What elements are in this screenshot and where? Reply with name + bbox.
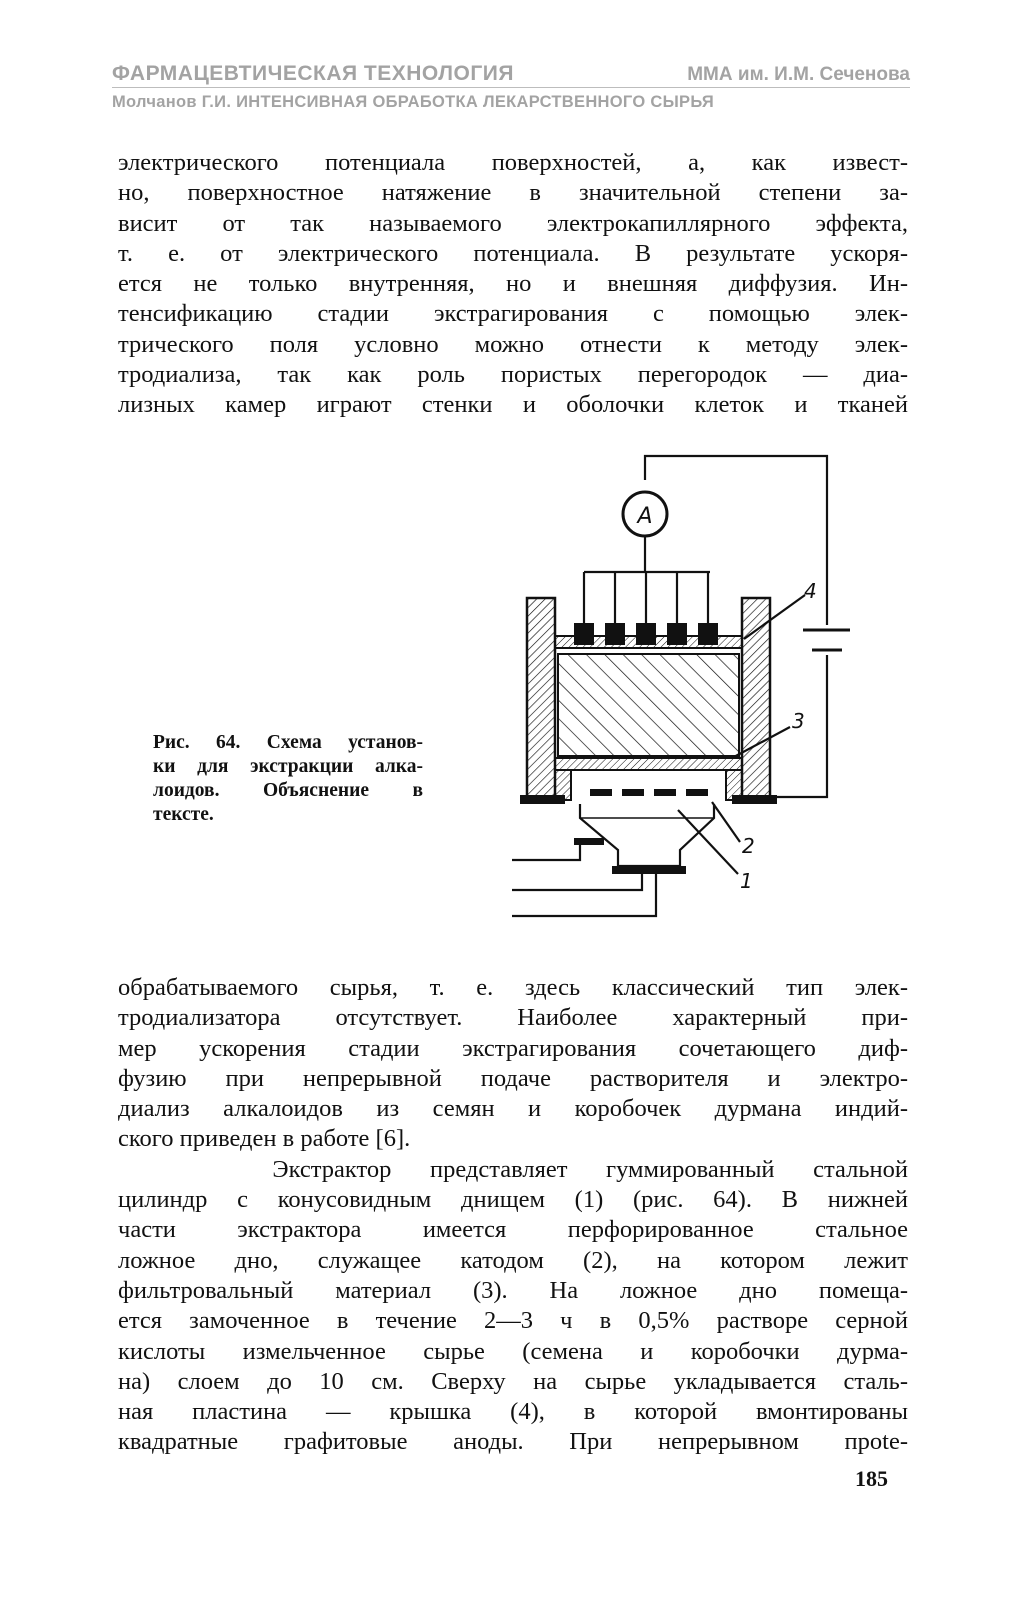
leader-2 [712,802,740,842]
text-line: т. е. от электрического потенциала. В результате ускоря- [118,239,908,267]
text-line: части экстрактора имеется перфорированное стальное [118,1216,908,1244]
page-number: 185 [855,1466,888,1491]
text-line: диализ алкалоидов из семян и коробочек дурмана индий- [118,1095,908,1123]
text-line: фильтровальный материал (3). На ложное дно помеща- [118,1276,908,1304]
text-line: электрического потенциала поверхностей, а, как извест- [118,149,908,176]
figure-caption [153,731,423,827]
label-3: 3 [792,709,805,733]
running-header-institution: ММА им. И.М. Сеченова [687,64,910,85]
text-line: тенсификацию стадии экстрагирования с помощью элек- [118,300,908,328]
paragraph-top [118,148,908,421]
label-1: 1 [740,869,753,893]
text-line: квадратные графитовые аноды. При непрерывном прote- [118,1428,908,1456]
running-header-subtitle: Молчанов Г.И. ИНТЕНСИВНАЯ ОБРАБОТКА ЛЕКАРСТВЕННОГО СЫРЬЯ [112,93,715,111]
label-4: 4 [804,579,817,603]
graphite-anode [636,623,656,645]
text-line: мер ускорения стадии экстрагирования сочетающего диф- [118,1034,908,1062]
text-line: ется не только внутренняя, но и внешняя диффузия. Ин- [118,270,908,298]
inlet-pipe [512,838,580,860]
text-line: фузию при непрерывной подаче растворителя и электро- [118,1064,908,1092]
flange-left [520,795,565,804]
running-header-title: ФАРМАЦЕВТИЧЕСКАЯ ТЕХНОЛОГИЯ [112,62,514,85]
filter-material [555,758,742,770]
left-wall [527,598,555,800]
ammeter-label: A [637,504,653,529]
text-line: лизных камер играют стенки и оболочки клеток и тканей [118,391,908,419]
graphite-anode [605,623,625,645]
caption-line: лоидов. Объяснение в [153,780,423,801]
graphite-anode [667,623,687,645]
text-line: ется замоченное в течение 2—3 ч в 0,5% растворе серной [118,1307,908,1335]
text-line: ная пластина — крышка (4), в которой вмонтированы [118,1398,908,1426]
caption-line: тексте. [153,804,214,825]
text-line: висит от так называемого электрокапиллярного эффекта, [118,209,908,237]
outlet-pipe [512,874,642,890]
header-rule [112,87,910,88]
text-line: кислоты измельченное сырье (семена и коробочки дурма- [118,1337,908,1365]
outlet-flange [612,866,686,874]
text-line: на) слоем до 10 см. Сверху на сырье укладывается сталь- [118,1367,908,1395]
text-line: но, поверхностное натяжение в значительной степени за- [118,179,908,207]
text-line: тродиализа, так как роль пористых перегородок — диа- [118,361,908,389]
text-line: ложное дно, служащее катодом (2), на котором лежит [118,1246,908,1274]
text-line: Экстрактор представляет гуммированный стальной [118,1155,908,1183]
text-line: трического поля условно можно отнести к методу элек- [118,330,908,358]
graphite-anode [574,623,594,645]
caption-line: Рис. 64. Схема установ- [153,732,423,753]
flange-right [732,795,777,804]
graphite-anode [698,623,718,645]
right-wall [742,598,770,800]
text-line: ского приведен в работе [6]. [118,1125,411,1153]
conical-bottom [580,804,714,866]
text-line: цилиндр с конусовидным днищем (1) (рис. 64). В нижней [118,1186,908,1214]
label-2: 2 [742,834,755,858]
text-line: тродиализатора отсутствует. Наиболее характерный при- [118,1004,908,1032]
paragraph-bottom [118,973,908,1458]
text-line: обрабатываемого сырья, т. е. здесь классический тип элек- [118,974,908,1001]
raw-material-layer [558,654,739,756]
extractor-diagram [500,440,880,930]
caption-line: ки для экстракции алка- [153,756,423,777]
